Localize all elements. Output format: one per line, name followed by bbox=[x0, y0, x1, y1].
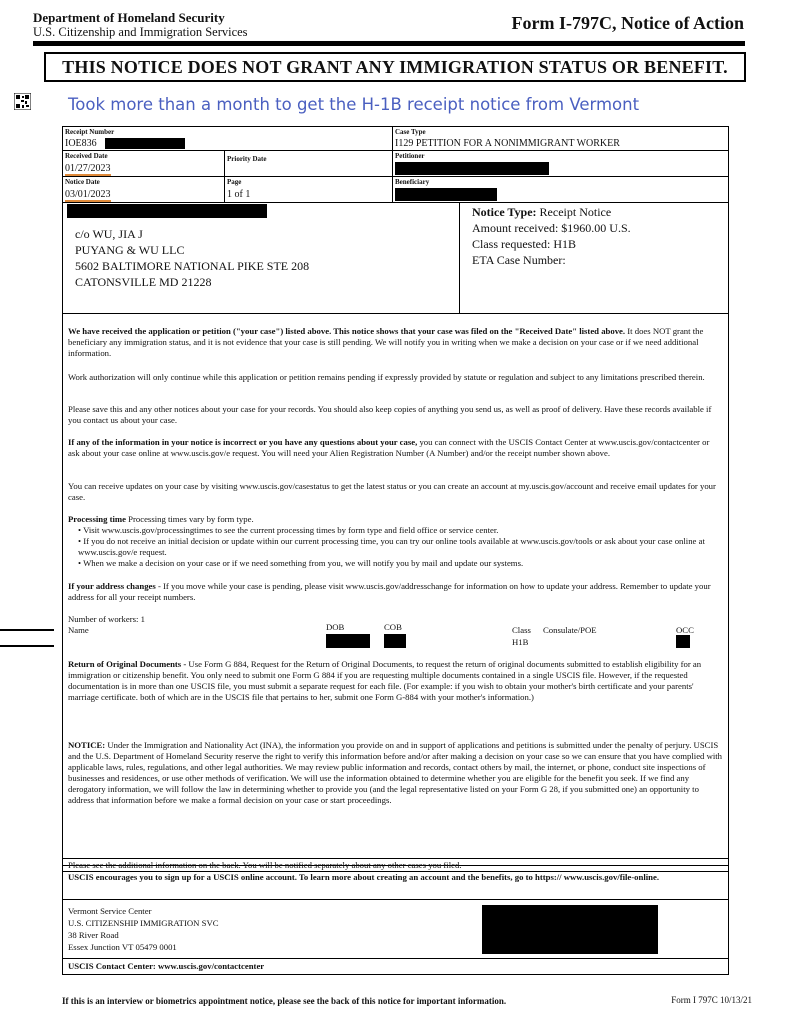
notice-banner: THIS NOTICE DOES NOT GRANT ANY IMMIGRATION STATUS OR BENEFIT. bbox=[44, 52, 746, 82]
paragraph-address-change bbox=[68, 581, 723, 603]
beneficiary-label: Beneficiary bbox=[395, 178, 430, 186]
address-line: CATONSVILLE MD 21228 bbox=[75, 275, 212, 289]
list-item: • Visit www.uscis.gov/processingtimes to see the current processing times by form type and field office or service center. bbox=[78, 525, 723, 536]
online-account-note bbox=[68, 872, 688, 883]
header-rule bbox=[33, 41, 745, 46]
box-rule bbox=[63, 899, 728, 900]
text-bold: If any of the information in your notice is incorrect or you have any questions about your case, bbox=[68, 437, 418, 447]
col-class: Class bbox=[512, 625, 531, 635]
amount-received: Amount received: $1960.00 U.S. bbox=[472, 221, 631, 235]
paragraph-updates: You can receive updates on your case by visiting www.uscis.gov/casestatus to get the latest status or you can create an account at my.uscis.gov/account and receive email updates for your case. bbox=[68, 481, 716, 502]
box-rule bbox=[63, 958, 728, 959]
col-occ: OCC bbox=[676, 625, 694, 635]
receipt-number-label: Receipt Number bbox=[65, 128, 115, 136]
paragraph-received bbox=[68, 326, 723, 359]
col-cob: COB bbox=[384, 622, 402, 632]
redaction bbox=[676, 635, 690, 648]
footer-form-id: Form I 797C 10/13/21 bbox=[671, 995, 752, 1005]
workers-count: Number of workers: 1 bbox=[68, 614, 145, 624]
text: - If you move while your case is pending, please visit www.uscis.gov/addresschange for information on how to update your address. Remember to update your address for all your receipt numbers. bbox=[68, 581, 711, 602]
case-type-label: Case Type bbox=[395, 128, 426, 136]
receipt-number: IOE836 bbox=[65, 138, 97, 149]
grid-rule bbox=[459, 202, 460, 313]
list-item: • When we make a decision on your case or if we need something from you, we will notify you by mail and update our systems. bbox=[78, 558, 723, 569]
grid-rule bbox=[63, 176, 728, 177]
text-bold: We have received the application or petition ("your case") listed above. This notice shows that your case was filed on the "Received Date" listed above. bbox=[68, 326, 626, 336]
received-date-label: Received Date bbox=[65, 152, 108, 160]
grid-rule bbox=[392, 127, 393, 202]
service-center-line: 38 River Road bbox=[68, 930, 119, 940]
redaction bbox=[395, 188, 497, 201]
text-bold: USCIS encourages you to sign up for a USCIS online account. To learn more about creating an account and the benefits, go to https:// www.uscis.gov/file-online. bbox=[68, 872, 660, 882]
address-line: 5602 BALTIMORE NATIONAL PIKE STE 208 bbox=[75, 259, 310, 273]
address-line: PUYANG & WU LLC bbox=[75, 243, 185, 257]
barcode-icon bbox=[14, 93, 31, 110]
text: you can connect with the USCIS Contact Center at www.uscis.gov/contactcenter or ask about your case online at www.uscis.gov/e request. You will need your Alien Registration Number (A Number) and/or the receipt number shown above. bbox=[68, 437, 710, 458]
grid-rule bbox=[63, 150, 728, 151]
redaction bbox=[482, 905, 658, 954]
notice-type bbox=[472, 204, 611, 220]
col-consulate: Consulate/POE bbox=[543, 625, 597, 635]
service-center-line: U.S. CITIZENSHIP IMMIGRATION SVC bbox=[68, 918, 219, 928]
notice-date-label: Notice Date bbox=[65, 178, 100, 186]
text-bold: Return of Original Documents - bbox=[68, 659, 187, 669]
petitioner-label: Petitioner bbox=[395, 152, 425, 160]
list-item: • If you do not receive an initial decision or update within our current processing time, you can try our online tools available at www.uscis.gov/tools or ask about your case online at www.uscis.gov/e request. bbox=[78, 536, 723, 558]
col-dob: DOB bbox=[326, 622, 345, 632]
notice-type-label: Notice Type: bbox=[472, 205, 537, 219]
text: Under the Immigration and Nationality Act (INA), the information you provide on and in support of applications and petitions is submitted under the penalty of perjury. USCIS and the U.S. Department of Homeland Security reserve the right to verify this information before and/or after making a decision on your case so we can ensure that you have complied with applicable laws, rules, regulations, and other legal authorities. We may review public information and records, contact others by mail, the internet, or phone, conduct site inspections of businesses and residences, or use other methods of verification. We will use the information obtained to determine whether you are eligible for the benefit you seek. If we find any derogatory information, we will follow the law in determining whether to provide you (and the legal representative listed on your Form G 28, if you submitted one) an opportunity to address that information before we make a formal decision on your case or start proceedings. bbox=[68, 740, 723, 805]
margin-mark bbox=[0, 645, 54, 647]
grid-rule bbox=[224, 150, 225, 202]
processing-time-section bbox=[68, 514, 723, 569]
form-title: Form I-797C, Notice of Action bbox=[511, 13, 744, 33]
sub-agency-name: U.S. Citizenship and Immigration Services bbox=[33, 25, 248, 39]
eta-case-number: ETA Case Number: bbox=[472, 253, 566, 267]
service-center-line: Vermont Service Center bbox=[68, 906, 152, 916]
address-line: c/o WU, JIA J bbox=[75, 227, 143, 241]
page-label: Page bbox=[227, 178, 242, 186]
overlay-caption: Took more than a month to get the H-1B receipt notice from Vermont bbox=[68, 95, 640, 114]
text-bold: If your address changes bbox=[68, 581, 156, 591]
paragraph-questions bbox=[68, 437, 723, 459]
redaction bbox=[105, 138, 185, 149]
contact-center: USCIS Contact Center: www.uscis.gov/contactcenter bbox=[68, 961, 265, 971]
paragraph-work-auth: Work authorization will only continue while this application or petition remains pending if expressly provided by statute or regulation and subject to any limitations prescribed therein. bbox=[68, 372, 705, 382]
priority-date-label: Priority Date bbox=[227, 155, 267, 163]
paragraph-return-documents bbox=[68, 659, 723, 703]
agency-name: Department of Homeland Security bbox=[33, 10, 225, 25]
notice-type-value: Receipt Notice bbox=[539, 205, 612, 219]
page-number: 1 of 1 bbox=[227, 189, 251, 200]
grid-rule bbox=[63, 202, 728, 203]
footer-note: If this is an interview or biometrics appointment notice, please see the back of this notice for important information. bbox=[62, 996, 507, 1006]
redaction bbox=[395, 162, 549, 175]
redaction bbox=[384, 634, 406, 648]
margin-mark bbox=[0, 629, 54, 631]
paragraph-notice bbox=[68, 740, 723, 806]
text-bold: NOTICE: bbox=[68, 740, 106, 750]
received-date: 01/27/2023 bbox=[65, 163, 111, 174]
class-requested: Class requested: H1B bbox=[472, 237, 576, 251]
text: Processing times vary by form type. bbox=[125, 514, 254, 524]
additional-info: Please see the additional information on the back. You will be notified separately about any other cases you filed. bbox=[68, 860, 462, 870]
text-bold: Processing time bbox=[68, 514, 126, 524]
processing-list bbox=[68, 525, 723, 569]
notice-date: 03/01/2023 bbox=[65, 189, 111, 200]
redaction bbox=[326, 634, 370, 648]
case-type: I129 PETITION FOR A NONIMMIGRANT WORKER bbox=[395, 138, 620, 149]
text: Use Form G 884, Request for the Return of Original Documents, to request the return of original documents submitted to establish eligibility for an immigration or citizenship benefit. You only need to submit one Form G 884 if you are requesting multiple documents contained in a single USCIS file. However, if the requested documentation is in more than one USCIS file, you must submit a separate request for each file. (For example: if you wish to obtain your mother's birth certificate and your parents' marriage certificate. both of which are in the USCIS file that pertains to her, submit one Form G-884 with your mother's information.) bbox=[68, 659, 702, 702]
col-name: Name bbox=[68, 625, 89, 635]
redaction bbox=[67, 204, 267, 218]
service-center-line: Essex Junction VT 05479 0001 bbox=[68, 942, 177, 952]
text: It does NOT grant the beneficiary any immigration status, and it is not evidence that your case is still pending. We will notify you in writing when we make a decision on your case or if we need additional information. bbox=[68, 326, 704, 358]
paragraph-records: Please save this and any other notices about your case for your records. You should also keep copies of anything you send us, as well as proof of delivery. Have these records available if you contact us about your case. bbox=[68, 404, 712, 425]
class-value: H1B bbox=[512, 637, 529, 647]
